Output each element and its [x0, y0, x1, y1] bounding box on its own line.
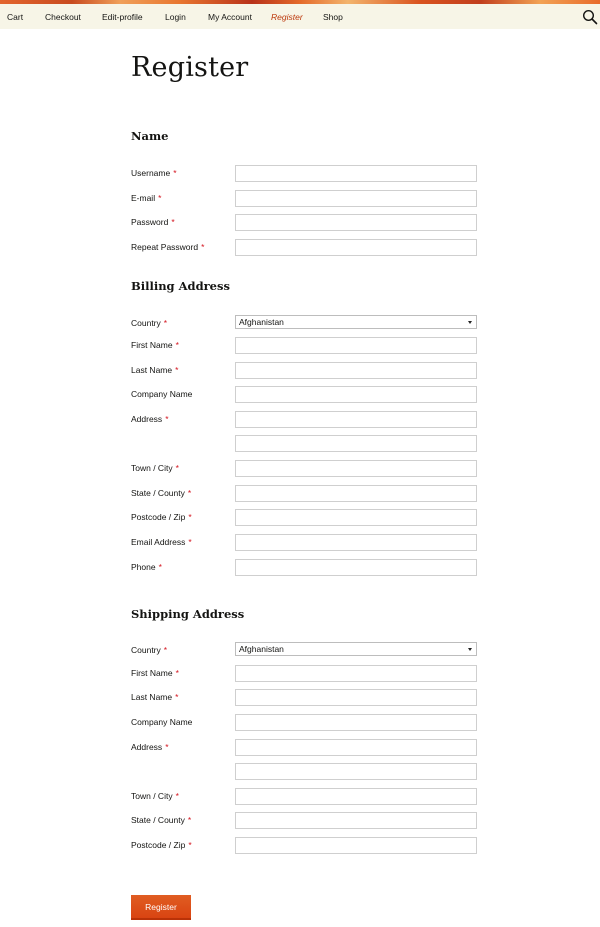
required-marker: * [165, 742, 169, 752]
section-heading-shipping: Shipping Address [131, 607, 245, 621]
billing-address-line1-input[interactable] [235, 411, 477, 428]
required-marker: * [175, 668, 179, 678]
register-button[interactable]: Register [131, 895, 191, 920]
required-marker: * [188, 537, 192, 547]
required-marker: * [163, 318, 168, 328]
search-icon[interactable] [582, 9, 598, 25]
billing-city-label: Town / City * [131, 463, 179, 473]
nav-item-checkout[interactable]: Checkout [45, 12, 81, 22]
shipping-first-name-label: First Name * [131, 668, 179, 678]
email-label: E-mail * [131, 193, 162, 203]
billing-state-label: State / County * [131, 488, 192, 498]
billing-email-input[interactable] [235, 534, 477, 551]
billing-country-select[interactable] [235, 315, 477, 329]
section-heading-name: Name [131, 129, 169, 143]
shipping-company-label: Company Name [131, 717, 193, 727]
shipping-first-name-input[interactable] [235, 665, 477, 682]
shipping-state-label: State / County * [131, 815, 192, 825]
username-label: Username * [131, 168, 177, 178]
required-marker: * [173, 168, 177, 178]
dropdown-arrow-icon [468, 648, 472, 651]
shipping-address-line1-input[interactable] [235, 739, 477, 756]
shipping-company-input[interactable] [235, 714, 477, 731]
nav-item-login[interactable]: Login [165, 12, 186, 22]
repeat-password-input[interactable] [235, 239, 477, 256]
required-marker: * [158, 562, 162, 572]
shipping-address-label: Address * [131, 742, 169, 752]
section-heading-billing: Billing Address [131, 279, 230, 293]
shipping-last-name-label: Last Name * [131, 692, 179, 702]
password-input[interactable] [235, 214, 477, 231]
shipping-last-name-input[interactable] [235, 689, 477, 706]
billing-last-name-input[interactable] [235, 362, 477, 379]
shipping-city-input[interactable] [235, 788, 477, 805]
billing-phone-input[interactable] [235, 559, 477, 576]
billing-last-name-label: Last Name * [131, 365, 179, 375]
billing-country-value: Afghanistan [239, 317, 284, 327]
required-marker: * [175, 692, 179, 702]
shipping-state-input[interactable] [235, 812, 477, 829]
billing-postcode-input[interactable] [235, 509, 477, 526]
billing-state-input[interactable] [235, 485, 477, 502]
repeat-password-label: Repeat Password * [131, 242, 205, 252]
shipping-address-line2-input[interactable] [235, 763, 477, 780]
required-marker: * [175, 365, 179, 375]
billing-first-name-input[interactable] [235, 337, 477, 354]
billing-country-label: Country * [131, 318, 168, 328]
shipping-country-select[interactable] [235, 642, 477, 656]
required-marker: * [188, 512, 192, 522]
billing-email-label: Email Address * [131, 537, 192, 547]
billing-company-label: Company Name [131, 389, 193, 399]
nav-item-cart[interactable]: Cart [7, 12, 24, 22]
required-marker: * [175, 340, 179, 350]
nav-item-shop[interactable]: Shop [323, 12, 343, 22]
shipping-postcode-input[interactable] [235, 837, 477, 854]
billing-phone-label: Phone * [131, 562, 162, 572]
billing-city-input[interactable] [235, 460, 477, 477]
username-input[interactable] [235, 165, 477, 182]
required-marker: * [171, 217, 175, 227]
required-marker: * [165, 414, 169, 424]
required-marker: * [188, 840, 192, 850]
required-marker: * [187, 815, 192, 825]
billing-first-name-label: First Name * [131, 340, 179, 350]
dropdown-arrow-icon [468, 321, 472, 324]
email-input[interactable] [235, 190, 477, 207]
billing-company-input[interactable] [235, 386, 477, 403]
required-marker: * [158, 193, 162, 203]
required-marker: * [175, 791, 179, 801]
required-marker: * [187, 488, 192, 498]
billing-address-label: Address * [131, 414, 169, 424]
shipping-city-label: Town / City * [131, 791, 179, 801]
required-marker: * [175, 463, 179, 473]
shipping-country-label: Country * [131, 645, 168, 655]
shipping-country-value: Afghanistan [239, 644, 284, 654]
required-marker: * [163, 645, 168, 655]
nav-item-register[interactable]: Register [271, 12, 303, 22]
top-navigation [0, 4, 600, 29]
required-marker: * [201, 242, 205, 252]
billing-address-line2-input[interactable] [235, 435, 477, 452]
page-title: Register [131, 52, 249, 83]
billing-postcode-label: Postcode / Zip * [131, 512, 192, 522]
password-label: Password * [131, 217, 175, 227]
nav-item-my-account[interactable]: My Account [208, 12, 252, 22]
shipping-postcode-label: Postcode / Zip * [131, 840, 192, 850]
nav-item-edit-profile[interactable]: Edit-profile [102, 12, 143, 22]
